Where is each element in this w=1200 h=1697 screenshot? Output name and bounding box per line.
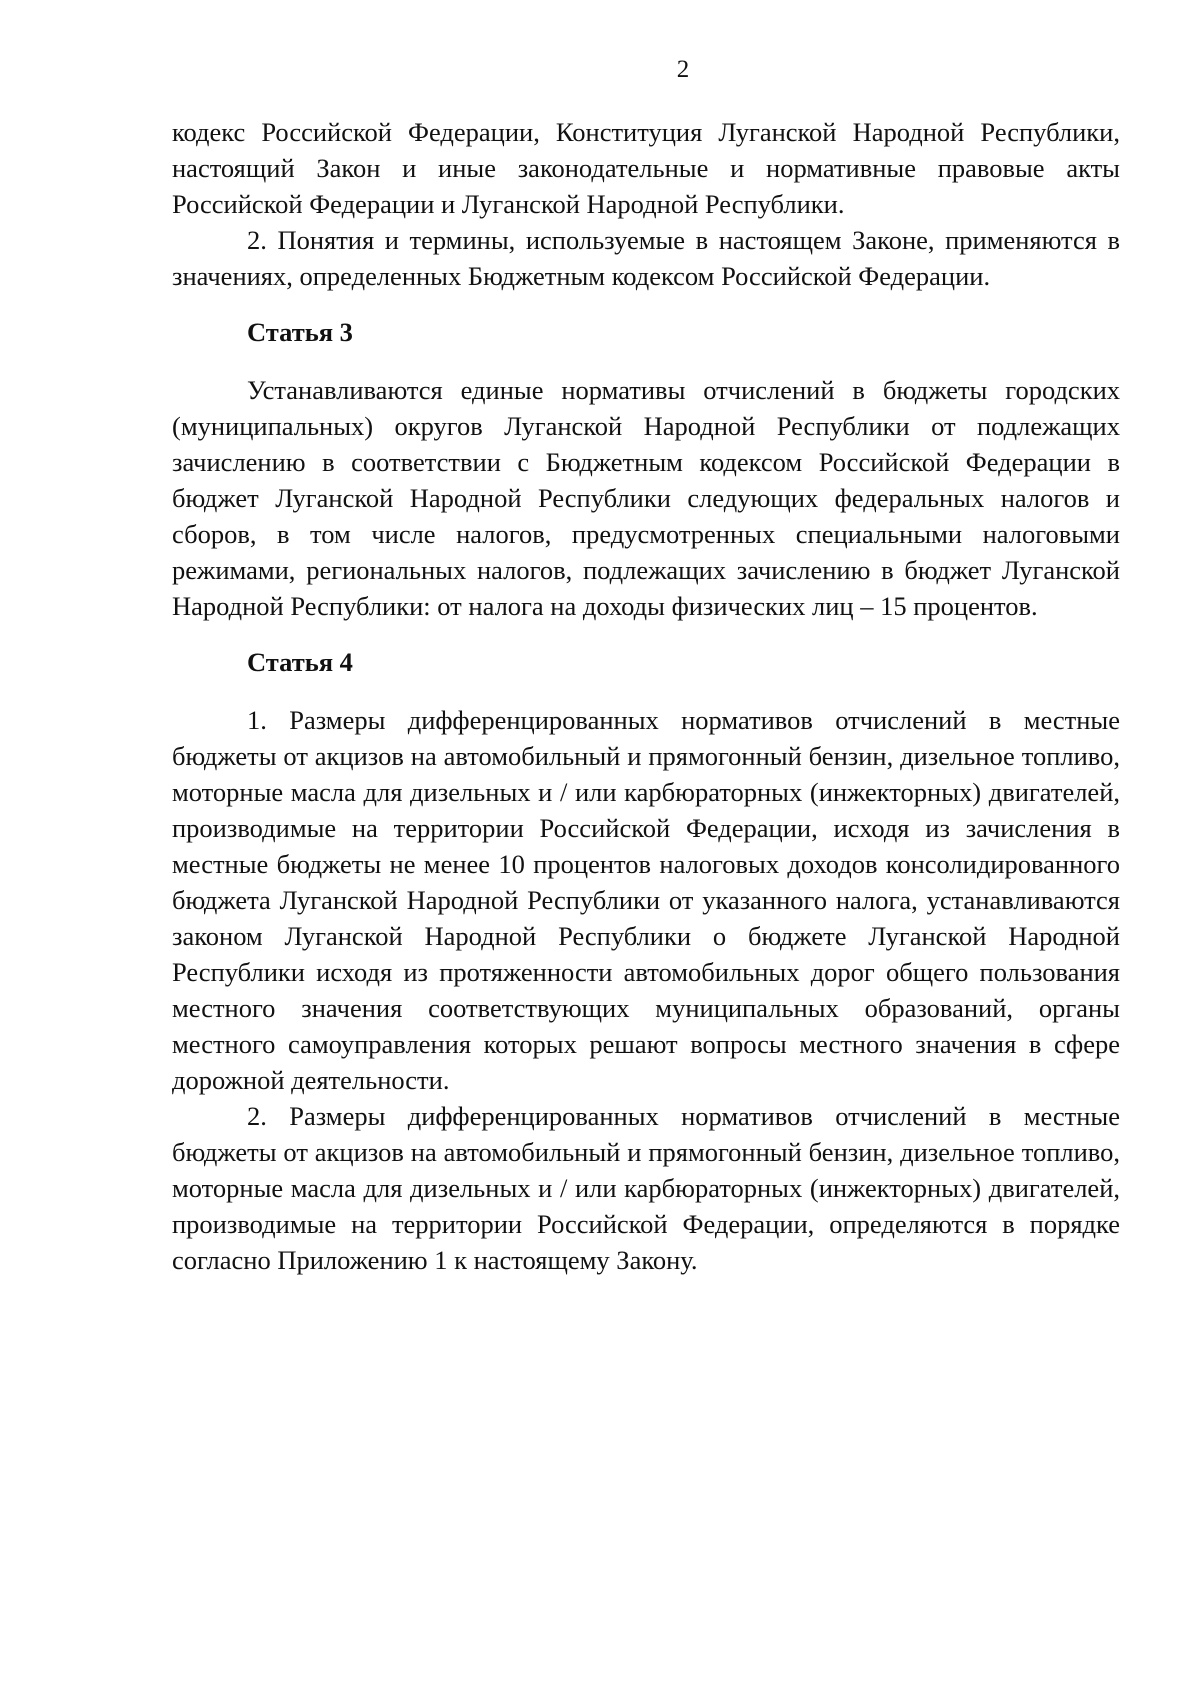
page-number: 2 (676, 56, 690, 83)
article-3-text: Устанавливаются единые нормативы отчислений в бюджеты городских (муниципальных) округов Луганской Народной Республики от подлежащих зачислению в соответствии с Бюджетным кодексом Российской Федерации в бюджет Луганской Народной Республики следующих федеральных налогов и сборов, в том числе налогов, предусмотренных специальными налоговыми режимами, региональных налогов, подлежащих зачислению в бюджет Луганской Народной Республики: от налога на доходы физических лиц – 15 процентов. (172, 375, 1120, 621)
article-3-heading: Статья 3 (247, 317, 353, 347)
paragraph-continuation: кодекс Российской Федерации, Конституция Луганской Народной Республики, настоящий Закон и иные законодательные и нормативные правовые акты Российской Федерации и Луганской Народной Республики. (172, 117, 1120, 219)
paragraph-terms: 2. Понятия и термины, используемые в настоящем Законе, применяются в значениях, определенных Бюджетным кодексом Российской Федерации. (172, 225, 1120, 291)
document-body (172, 114, 1120, 1278)
article-4-point-2: 2. Размеры дифференцированных нормативов отчислений в местные бюджеты от акцизов на автомобильный и прямогонный бензин, дизельное топливо, моторные масла для дизельных и / или карбюраторных (инжекторных) двигателей, производимые на территории Российской Федерации, определяются в порядке согласно Приложению 1 к настоящему Закону. (172, 1101, 1120, 1275)
article-4-heading: Статья 4 (247, 647, 353, 677)
article-4-point-1: 1. Размеры дифференцированных нормативов отчислений в местные бюджеты от акцизов на автомобильный и прямогонный бензин, дизельное топливо, моторные масла для дизельных и / или карбюраторных (инжекторных) двигателей, производимые на территории Российской Федерации, исходя из зачисления в местные бюджеты не менее 10 процентов налоговых доходов консолидированного бюджета Луганской Народной Республики от указанного налога, устанавливаются законом Луганской Народной Республики о бюджете Луганской Народной Республики исходя из протяженности автомобильных дорог общего пользования местного значения соответствующих муниципальных образований, органы местного самоуправления которых решают вопросы местного значения в сфере дорожной деятельности. (172, 705, 1120, 1095)
